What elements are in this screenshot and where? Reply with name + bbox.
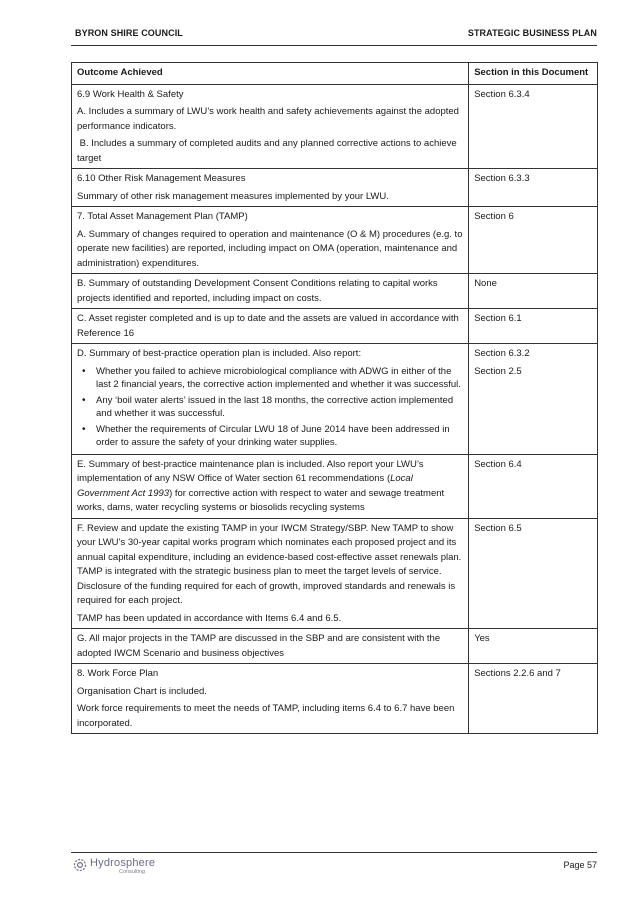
page-number: Page 57: [563, 860, 597, 870]
outcome-title: 7. Total Asset Management Plan (TAMP): [77, 211, 248, 222]
hydrosphere-logo-icon: [73, 858, 87, 872]
section-cell: [469, 274, 598, 309]
outcome-paragraph: Summary of other risk management measures implemented by your LWU.: [77, 190, 389, 202]
outcome-cell: [72, 664, 469, 734]
table-row: [72, 344, 598, 455]
outcome-cell: [72, 207, 469, 274]
table-row: [72, 207, 598, 274]
table-header-row: [72, 63, 598, 85]
bullet-list: [77, 365, 463, 449]
section-cell: [469, 518, 598, 629]
outcome-cell: [72, 84, 469, 169]
section-reference: Section 2.5: [474, 365, 522, 377]
outcome-paragraph: A. Summary of changes required to operation and maintenance (O & M) procedures (e.g. to operate new facilities) are reported, including impact on OMA (operation, maintenance and administration) expenditures.: [77, 228, 463, 269]
section-reference: Yes: [474, 633, 490, 644]
section-reference: Section 6: [474, 211, 514, 222]
page-header: [71, 28, 597, 46]
section-cell: [469, 629, 598, 664]
table-row: [72, 309, 598, 344]
outcome-text: E. Summary of best-practice maintenance plan is included. Also report your LWU’s implementation of any NSW Office of Water section 61 recommendations (: [77, 458, 424, 484]
section-cell: [469, 169, 598, 207]
outcome-cell: [72, 454, 469, 518]
outcome-title: 8. Work Force Plan: [77, 668, 159, 679]
header-divider: [71, 45, 597, 46]
bullet-item: • Any ‘boil water alerts’ issued in the last 18 months, the corrective action implemented and whether it was successful.: [96, 394, 463, 420]
outcome-title: B. Summary of outstanding Development Consent Conditions relating to capital works projects identified and reported, including impact on costs.: [77, 278, 438, 304]
section-cell: [469, 344, 598, 455]
footer-divider: [71, 852, 597, 853]
table-row: [72, 454, 598, 518]
table-row: [72, 169, 598, 207]
header-document-title: STRATEGIC BUSINESS PLAN: [467, 28, 597, 38]
section-cell: [469, 309, 598, 344]
outcome-title: G. All major projects in the TAMP are discussed in the SBP and are consistent with the adopted IWCM Scenario and business objectives: [77, 633, 441, 659]
table-row: [72, 518, 598, 629]
header-council-name: BYRON SHIRE COUNCIL: [75, 28, 183, 38]
section-cell: [469, 207, 598, 274]
outcome-cell: [72, 344, 469, 455]
outcome-title: [77, 458, 463, 516]
table-row: [72, 84, 598, 169]
table-row: [72, 274, 598, 309]
section-reference: Section 6.5: [474, 522, 522, 534]
outcome-paragraph: Work force requirements to meet the needs of TAMP, including items 6.4 to 6.7 have been incorporated.: [77, 703, 455, 729]
outcomes-table: [71, 62, 598, 734]
outcome-cell: [72, 629, 469, 664]
outcome-title: F. Review and update the existing TAMP in your IWCM Strategy/SBP. New TAMP to show your LWU’s 30-year capital works program which nominates each proposed project and its annual capital expenditure, including an evidence-based cost-effective asset renewals plan. TAMP is integrated with the strategic business plan to meet the target levels of service. Disclosure of the funding required for each of growth, improved standards and renewals is required for each project.: [77, 522, 462, 606]
section-cell: [469, 664, 598, 734]
section-reference: Section 6.4: [474, 458, 522, 470]
section-reference: Section 6.3.2: [474, 348, 530, 359]
outcome-paragraph: Organisation Chart is included.: [77, 685, 207, 697]
table-row: [72, 664, 598, 734]
bullet-item: • Whether you failed to achieve microbiological compliance with ADWG in either of the last 2 financial years, the corrective action implemented and whether it was successful.: [96, 365, 463, 391]
bullet-item: • Whether the requirements of Circular LWU 18 of June 2014 have been addressed in order to assure the safety of your drinking water supplies.: [96, 423, 463, 449]
section-reference: Section 6.1: [474, 313, 522, 324]
section-reference: Section 6.3.4: [474, 88, 530, 100]
outcome-cell: [72, 169, 469, 207]
hydrosphere-logo: [73, 856, 163, 878]
section-reference: None: [474, 278, 497, 289]
outcome-text: ) for corrective action with respect to water and sewage treatment works, dams, water recycling systems or biosolids recycling systems: [77, 487, 445, 513]
outcome-title: 6.10 Other Risk Management Measures: [77, 173, 246, 184]
outcome-title: 6.9 Work Health & Safety: [77, 88, 184, 100]
table-row: [72, 629, 598, 664]
outcome-act-name: Local Government Act 1993: [77, 473, 413, 499]
outcome-paragraph: A. Includes a summary of LWU’s work health and safety achievements against the adopted performance indicators.: [77, 106, 459, 132]
section-reference: Sections 2.2.6 and 7: [474, 668, 561, 679]
logo-subtitle: Consulting: [119, 869, 145, 875]
outcome-paragraph: B. Includes a summary of completed audits and any planned corrective actions to achieve target: [77, 138, 460, 164]
outcome-cell: [72, 518, 469, 629]
outcome-title: D. Summary of best-practice operation plan is included. Also report:: [77, 348, 362, 359]
column-header-section: Section in this Document: [469, 63, 598, 85]
outcome-paragraph: TAMP has been updated in accordance with Items 6.4 and 6.5.: [77, 612, 342, 624]
section-cell: [469, 84, 598, 169]
section-cell: [469, 454, 598, 518]
column-header-outcome: Outcome Achieved: [72, 63, 469, 85]
outcome-title: C. Asset register completed and is up to date and the assets are valued in accordance with Reference 16: [77, 313, 459, 339]
logo-name: Hydrosphere: [90, 857, 156, 869]
section-reference: Section 6.3.3: [474, 173, 530, 184]
outcome-cell: [72, 274, 469, 309]
outcome-cell: [72, 309, 469, 344]
